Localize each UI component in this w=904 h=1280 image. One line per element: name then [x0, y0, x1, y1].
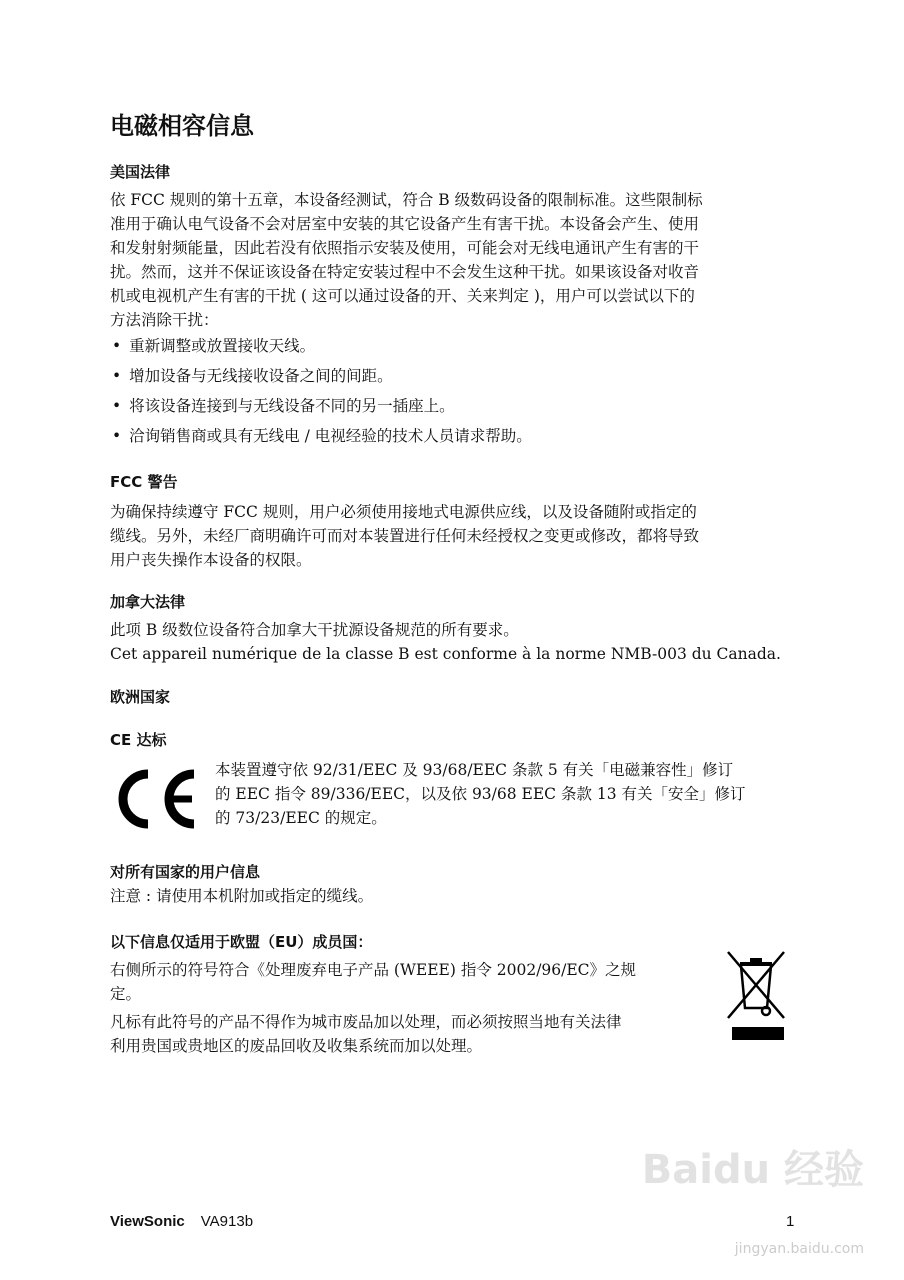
text-line: 机或电视机产生有害的干扰 ( 这可以通过设备的开、关来判定 )，用户可以尝试以下的	[110, 287, 695, 305]
fcc-warning-paragraph	[110, 500, 800, 572]
us-law-paragraph	[110, 188, 800, 332]
page-number: 1	[786, 1213, 795, 1230]
ce-mark-icon	[112, 768, 200, 830]
us-law-heading: 美国法律	[110, 163, 171, 181]
text-line: 缆线。另外，未经厂商明确许可而对本装置进行任何未经授权之变更或修改，都将导致	[110, 527, 700, 545]
ce-paragraph	[215, 758, 805, 830]
text-line: 的 73/23/EEC 的规定。	[215, 809, 387, 827]
list-item: • 洽询销售商或具有无线电 / 电视经验的技术人员请求帮助。	[112, 421, 532, 451]
europe-heading: 欧洲国家	[110, 688, 171, 706]
text-line: Cet appareil numérique de la classe B est conforme à la norme NMB-003 du Canada.	[110, 645, 781, 663]
fcc-warning-heading: FCC 警告	[110, 473, 178, 491]
text-line: 注意 : 请使用本机附加或指定的缆线。	[110, 887, 374, 905]
text-line: 和发射射频能量，因此若没有依照指示安装及使用，可能会对无线电通讯产生有害的干	[110, 239, 700, 257]
text-line: 右侧所示的符号符合《处理废弃电子产品 (WEEE) 指令 2002/96/EC》之规	[110, 961, 637, 979]
canada-law-heading: 加拿大法律	[110, 593, 186, 611]
ce-heading: CE 达标	[110, 731, 167, 749]
footer	[110, 1212, 253, 1232]
text-line: 准用于确认电气设备不会对居室中安装的其它设备产生有害干扰。本设备会产生、使用	[110, 215, 700, 233]
baidu-watermark-logo: Baidu 经验	[641, 1147, 864, 1193]
text-line: 依 FCC 规则的第十五章，本设备经测试，符合 B 级数码设备的限制标准。这些限制标	[110, 191, 703, 209]
text-line: 定。	[110, 985, 142, 1003]
text-line: 方法消除干扰：	[110, 311, 219, 329]
watermark-url: jingyan.baidu.com	[734, 1241, 864, 1257]
list-item: • 重新调整或放置接收天线。	[112, 331, 532, 361]
text-line: 本装置遵守依 92/31/EEC 及 93/68/EEC 条款 5 有关「电磁兼容性」修订	[215, 761, 734, 779]
text-line: 此项 B 级数位设备符合加拿大干扰源设备规范的所有要求。	[110, 621, 519, 639]
text-line: 凡标有此符号的产品不得作为城市废品加以处理，而必须按照当地有关法律	[110, 1013, 622, 1031]
canada-law-paragraph	[110, 618, 800, 666]
text-line: 为确保持续遵守 FCC 规则，用户必须使用接地式电源供应线，以及设备随附或指定的	[110, 503, 697, 521]
list-item: • 增加设备与无线接收设备之间的间距。	[112, 361, 532, 391]
text-line: 的 EEC 指令 89/336/EEC，以及依 93/68 EEC 条款 13 有关「安全」修订	[215, 785, 746, 803]
eu-paragraph	[110, 958, 710, 1058]
text-line: 利用贵国或贵地区的废品回收及收集系统而加以处理。	[110, 1037, 483, 1055]
page-title: 电磁相容信息	[110, 112, 254, 140]
all-countries-paragraph	[110, 884, 800, 908]
weee-crossed-bin-icon	[726, 950, 788, 1042]
text-line: 扰。然而，这并不保证该设备在特定安装过程中不会发生这种干扰。如果该设备对收音	[110, 263, 700, 281]
bullet-list	[112, 331, 532, 451]
all-countries-heading: 对所有国家的用户信息	[110, 863, 261, 881]
model-name: VA913b	[200, 1213, 254, 1230]
text-line: 用户丧失操作本设备的权限。	[110, 551, 312, 569]
brand-name: ViewSonic	[110, 1213, 185, 1230]
list-item: • 将该设备连接到与无线设备不同的另一插座上。	[112, 391, 532, 421]
eu-heading: 以下信息仅适用于欧盟（EU）成员国：	[110, 933, 373, 951]
